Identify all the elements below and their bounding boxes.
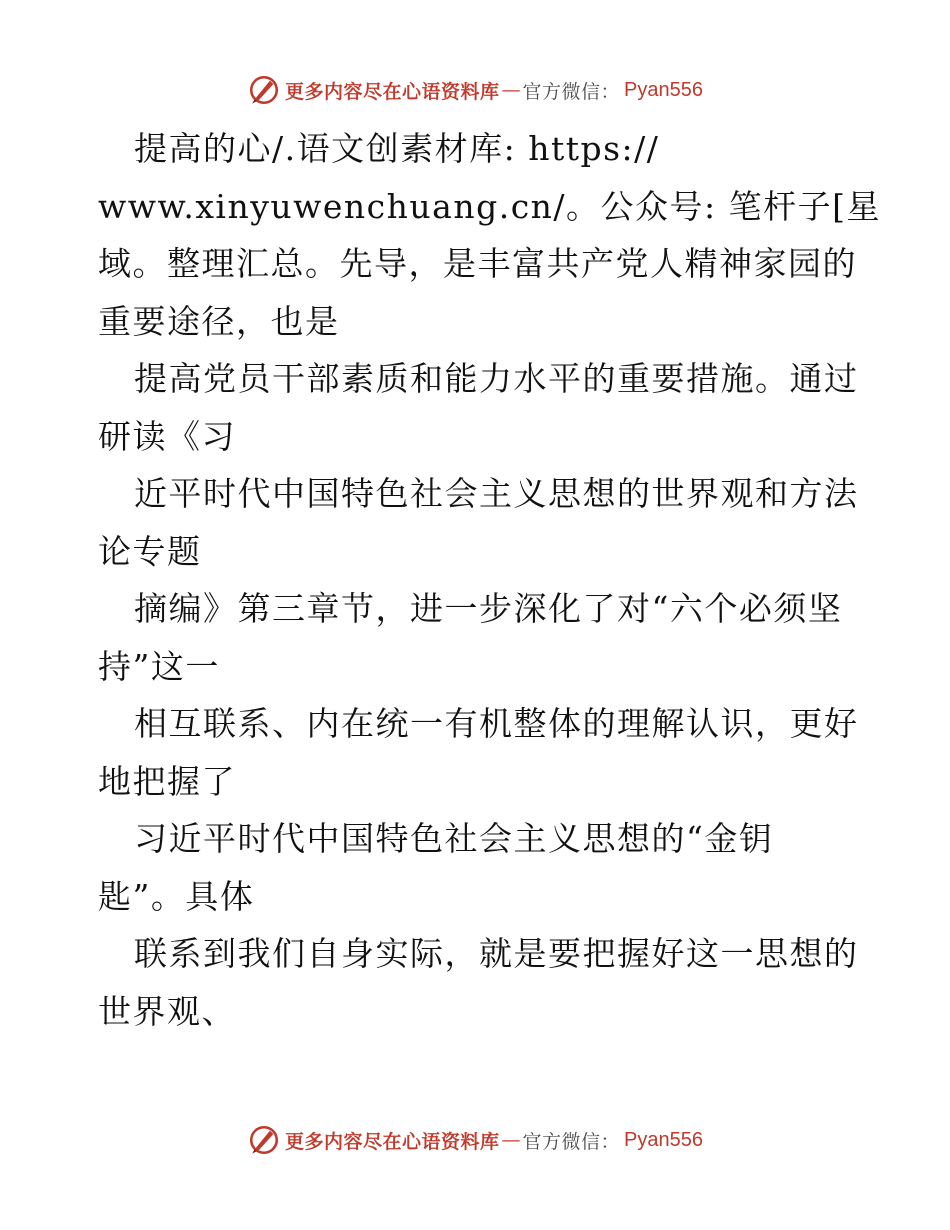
watermark-wechat-label: 官方微信： [522, 1130, 621, 1153]
watermark-wechat-id: Pyan556 [624, 1128, 703, 1151]
body-line: 论专题 [98, 531, 202, 571]
watermark-site-text: 更多内容尽在心语资料库 [285, 1130, 500, 1153]
watermark-separator: — [501, 1129, 521, 1151]
watermark-separator: — [501, 79, 521, 101]
header-watermark [0, 70, 950, 110]
body-line: 近平时代中国特色社会主义思想的世界观和方法 [134, 474, 859, 513]
body-line: 提高的心/.语文创素材库: https:// [134, 129, 660, 168]
body-line: 习近平时代中国特色社会主义思想的“金钥 [134, 819, 774, 858]
body-line: 联系到我们自身实际，就是要把握好这一思想的 [134, 934, 859, 973]
quill-pen-logo-icon [247, 73, 281, 107]
body-line: 持”这一 [98, 646, 220, 686]
body-line: www.xinyuwenchuang.cn/。公众号: 笔杆子[星 [98, 186, 882, 226]
document-body [98, 120, 882, 1040]
body-line: 研读《习 [98, 416, 236, 456]
body-line: 重要途径，也是 [98, 301, 340, 341]
body-line: 摘编》第三章节，进一步深化了对“六个必须坚 [134, 589, 843, 628]
footer-watermark [0, 1120, 950, 1160]
body-line: 世界观、 [98, 991, 236, 1031]
body-line: 提高党员干部素质和能力水平的重要措施。通过 [134, 359, 859, 398]
watermark-wechat-label: 官方微信： [522, 80, 621, 103]
watermark-wechat-id: Pyan556 [624, 78, 703, 101]
body-line: 匙”。具体 [98, 876, 255, 916]
body-line: 地把握了 [98, 761, 236, 801]
body-line: 相互联系、内在统一有机整体的理解认识，更好 [134, 704, 859, 743]
watermark-site-text: 更多内容尽在心语资料库 [285, 80, 500, 103]
body-line: 域。整理汇总。先导，是丰富共产党人精神家园的 [98, 244, 857, 283]
quill-pen-logo-icon [247, 1123, 281, 1157]
